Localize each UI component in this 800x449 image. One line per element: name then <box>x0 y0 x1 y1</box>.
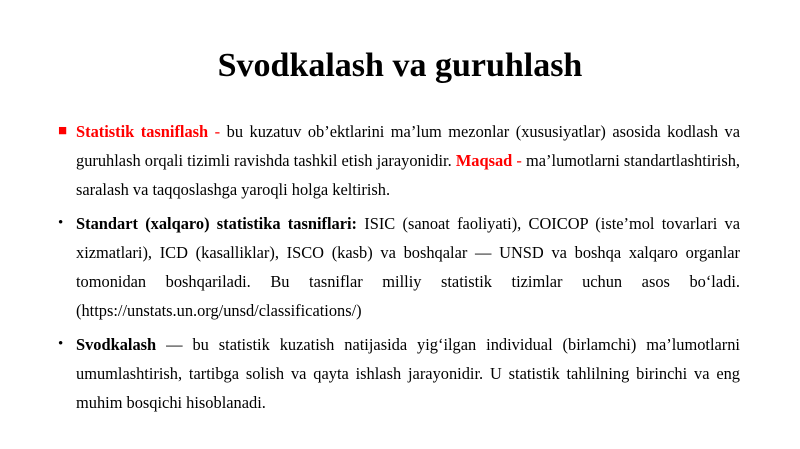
definition-text: bu kuzatuv ob’ektlarini ma’lum mezonlar (xususiyatlar) asosida kodlash va guruhlash orqali tizimli ravishda tashkil etish jarayonidir. <box>76 122 741 170</box>
term-classification: Statistik tasniflash <box>76 122 209 141</box>
goal-text: ma’lumotlarni standartlashtirish, saralash va taqqoslashga yaroqli holga keltirish. <box>76 151 740 199</box>
bullet-svodkalash <box>58 330 740 417</box>
separator: - <box>208 122 227 141</box>
bullet-marker-icon: ■ <box>58 123 68 139</box>
term-standard: Standart (xalqaro) statistika tasniflari: <box>76 214 358 233</box>
bullet-list <box>58 117 740 422</box>
bullet-standard-classifications <box>58 209 740 325</box>
separator: - <box>512 151 527 170</box>
standard-text: ISIC (sanoat faoliyati), COICOP (iste’mol tovarlari va xizmatlari), ICD (kasalliklar), ISCO (kasb) va boshqalar — UNSD va boshqa xalqaro organlar tomonidan boshqariladi. Bu tasniflar milliy statistik tizimlar uchun asos bo‘ladi. (https://unstats.un.org/unsd/classifications/) <box>76 214 740 320</box>
bullet-marker-icon: • <box>58 215 64 231</box>
bullet-classification <box>58 117 740 204</box>
bullet-marker-icon: • <box>58 336 64 352</box>
slide-title: Svodkalash va guruhlash <box>217 47 583 84</box>
term-goal: Maqsad <box>455 151 513 170</box>
term-svodkalash: Svodkalash <box>76 335 157 354</box>
svodkalash-text: — bu statistik kuzatish natijasida yig‘ilgan individual (birlamchi) ma’lumotlarni umumlashtirish, tartibga solish va qayta ishlash jarayonidir. U statistik tahlilning birinchi va eng muhim bosqichi hisoblanadi. <box>76 335 740 412</box>
